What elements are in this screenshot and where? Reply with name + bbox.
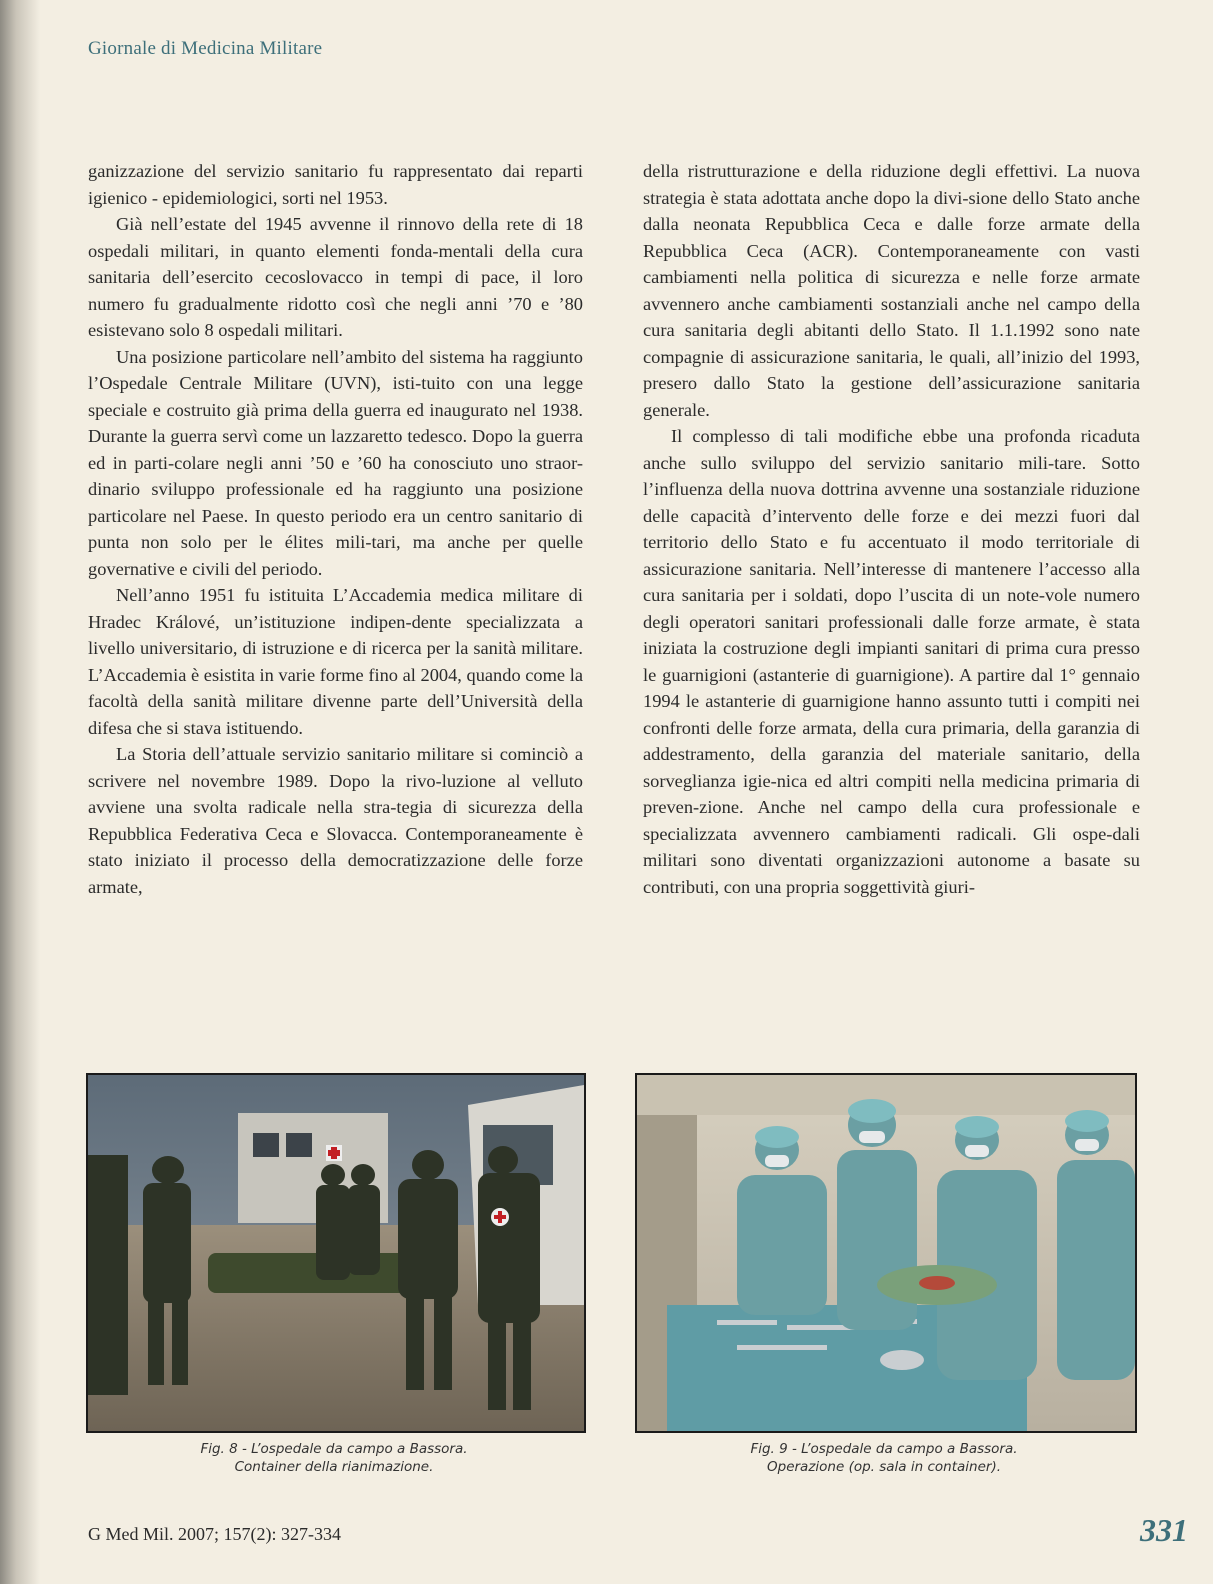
caption-line: Container della rianimazione. bbox=[234, 1459, 434, 1475]
field-hospital-soldiers-illustration bbox=[88, 1075, 584, 1431]
page-number: 331 bbox=[1140, 1512, 1188, 1548]
page-gutter-shadow bbox=[0, 0, 40, 1584]
figure-8-photo bbox=[86, 1073, 586, 1433]
paragraph: La Storia dell’attuale servizio sanitario militare si cominciò a scrivere nel novembre 1989. Dopo la rivo-luzione al velluto avviene una svolta radicale nella stra-tegia di sicurezza della Repubblica Federativa Ceca e Slovacca. Contemporaneamente è stato iniziato il processo della democratizzazione delle forze armate, bbox=[88, 744, 583, 897]
right-text-column bbox=[643, 158, 1140, 900]
operating-room-illustration bbox=[637, 1075, 1135, 1431]
left-text-column bbox=[88, 158, 583, 900]
running-head: Giornale di Medicina Militare bbox=[88, 38, 323, 59]
paragraph: Nell’anno 1951 fu istituita L’Accademia medica militare di Hradec Králové, un’istituzione indipen-dente specializzata a livello universitario, di istruzione e di ricerca per la sanità militare. L’Accademia è esistita in varie forme fino al 2004, quando come la facoltà della sanità militare divenne parte dell’Università della difesa che si stava istituendo. bbox=[88, 585, 583, 738]
paragraph: della ristrutturazione e della riduzione degli effettivi. La nuova strategia è stata adottata anche dopo la divi-sione dello Stato anche dalla neonata Repubblica Ceca e dalle forze armate della Repubblica Ceca (ACR). Contemporaneamente con vasti cambiamenti nella politica di sicurezza e nelle forze armate avvennero anche cambiamenti sostanziali anche nel campo della cura sanitaria degli abitanti dello Stato. Il 1.1.1992 sono nate compagnie di assicurazione sanitaria, le quali, all’inizio del 1993, presero dallo Stato la gestione dell’assicurazione sanitaria generale. bbox=[643, 161, 1140, 420]
figure-8-caption bbox=[86, 1440, 582, 1476]
figure-9-caption bbox=[635, 1440, 1133, 1476]
paragraph: Già nell’estate del 1945 avvenne il rinnovo della rete di 18 ospedali militari, in quanto elementi fonda-mentali della cura sanitaria dell’esercito cecoslovacco in tempi di pace, il loro numero fu gradualmente ridotto così che negli anni ’70 e ’80 esistevano solo 8 ospedali militari. bbox=[88, 214, 583, 340]
caption-line: Fig. 9 - L’ospedale da campo a Bassora. bbox=[750, 1441, 1018, 1457]
paragraph: ganizzazione del servizio sanitario fu rappresentato dai reparti igienico - epidemiologici, sorti nel 1953. bbox=[88, 161, 583, 208]
journal-citation: G Med Mil. 2007; 157(2): 327-334 bbox=[88, 1524, 341, 1544]
paragraph: Una posizione particolare nell’ambito del sistema ha raggiunto l’Ospedale Centrale Militare (UVN), isti-tuito con una legge speciale e costruito già prima della guerra ed inaugurato nel 1938. Durante la guerra servì come un lazzaretto tedesco. Dopo la guerra ed in parti-colare negli anni ’50 e ’60 ha conosciuto uno straor-dinario sviluppo professionale ed ha raggiunto una posizione particolare nel Paese. In questo periodo era un centro sanitario di punta non solo per le élites mili-tari, ma anche per quelle governative e civili del periodo. bbox=[88, 346, 583, 579]
figure-9-photo bbox=[635, 1073, 1137, 1433]
paragraph: Il complesso di tali modifiche ebbe una profonda ricaduta anche sullo sviluppo del servizio sanitario mili-tare. Sotto l’influenza della nuova dottrina avvenne una sostanziale riduzione delle capacità d’intervento delle forze e dei mezzi fuori dal territorio dello Stato e fu accentuato il modo territoriale di assicurazione sanitaria. Nell’interesse di mantenere l’accesso alla cura sanitaria per i soldati, dopo l’uscita di un note-vole numero degli operatori sanitari professionali dalle forze armate, è stata iniziata la costruzione degli impianti sanitari di prima cura presso le guarnigioni (astanterie di guarnigione). A partire dal 1° gennaio 1994 le astanterie di guarnigione hanno assunto tutti i compiti nei confronti delle forze armata, della cura primaria, della garanzia di addestramento, della garanzia del materiale sanitario, della sorveglianza igie-nica ed altri compiti nella medicina primaria di preven-zione. Anche nel campo della cura professionale e specializzata avvennero cambiamenti radicali. Gli ospe-dali militari sono diventati organizzazioni autonome a basate su contributi, con una propria soggettività giuri- bbox=[643, 426, 1140, 897]
caption-line: Fig. 8 - L’ospedale da campo a Bassora. bbox=[200, 1441, 468, 1457]
caption-line: Operazione (op. sala in container). bbox=[767, 1459, 1001, 1475]
